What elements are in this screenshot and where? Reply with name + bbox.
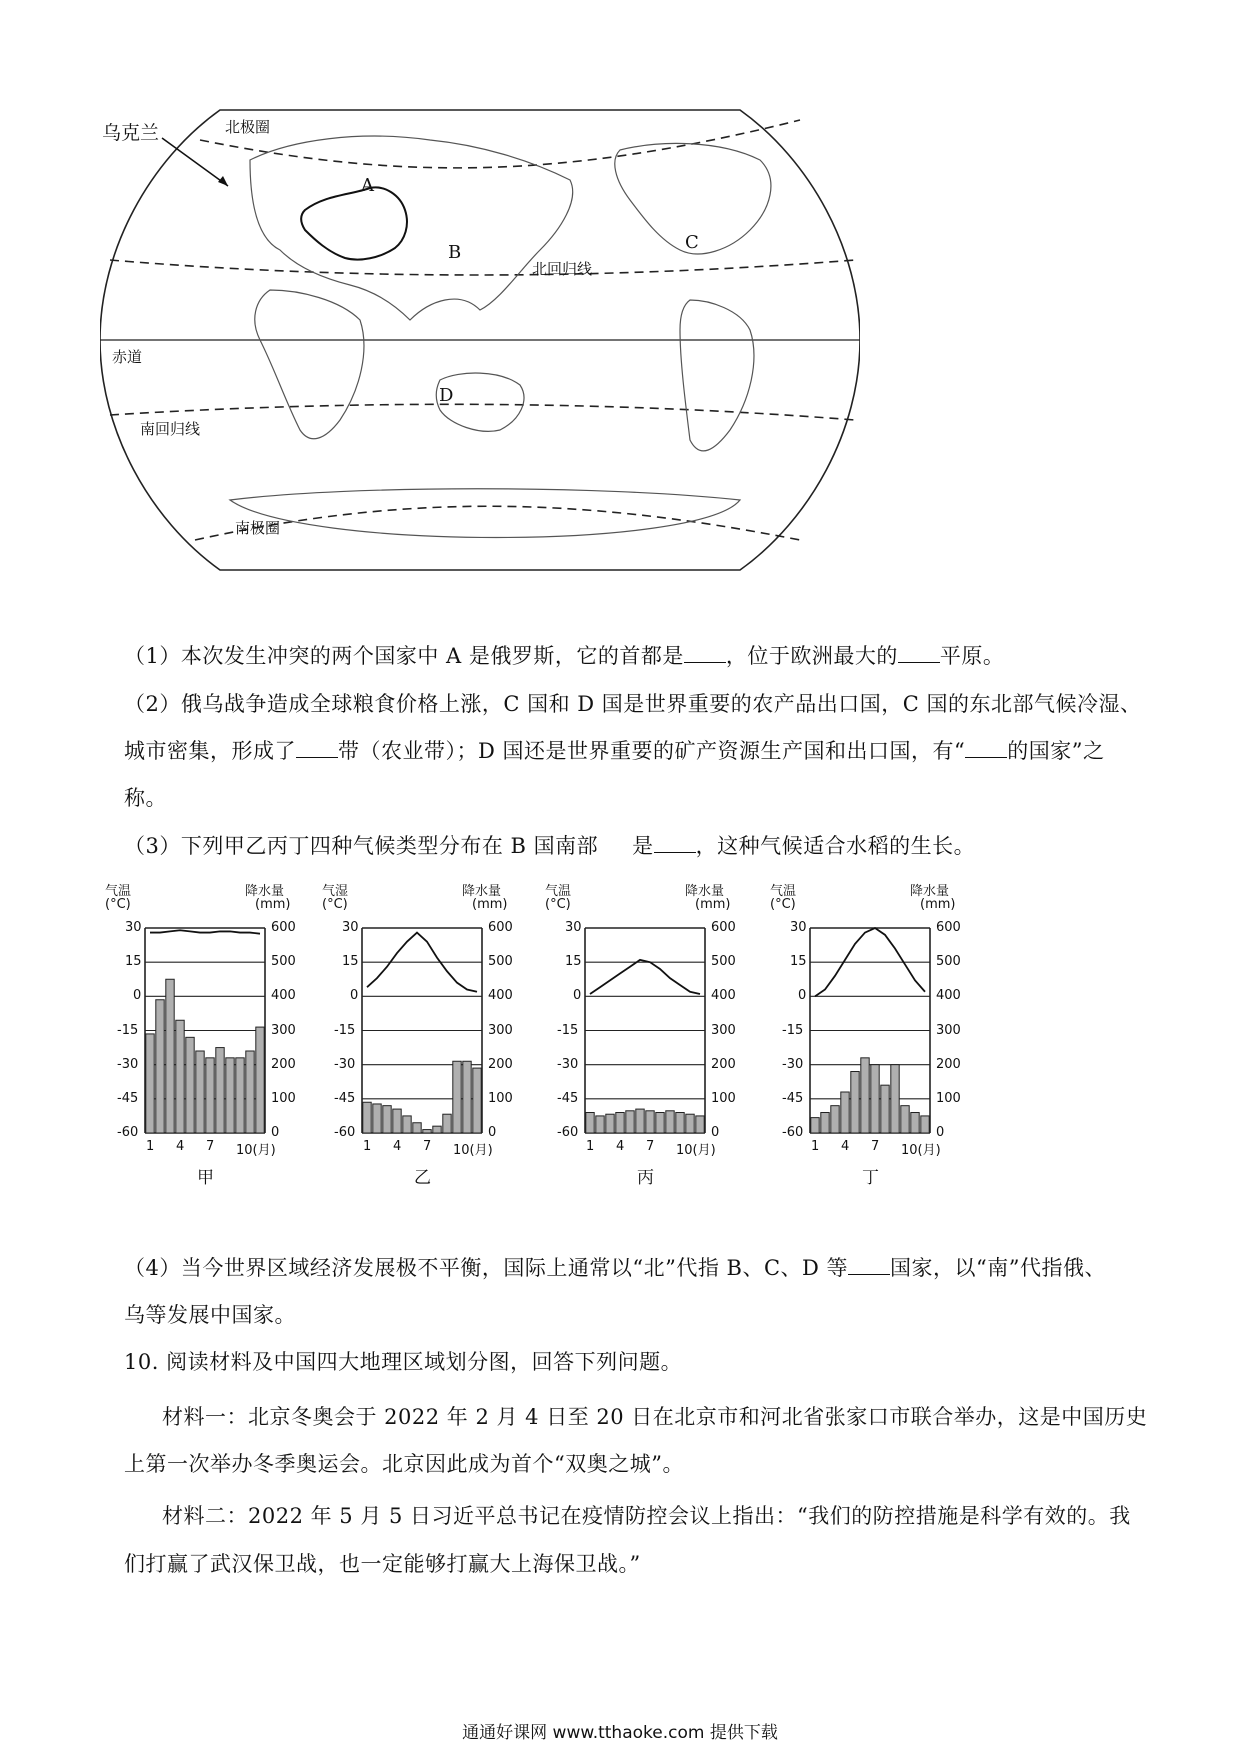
precip-tick-label: 0 xyxy=(711,1125,720,1140)
question-3: （3）下列甲乙丙丁四种气候类型分布在 B 国南部 是 ，这种气候适合水稻的生长。 xyxy=(124,834,976,858)
precip-bar xyxy=(206,1058,214,1133)
temp-axis-label: 气温 xyxy=(770,884,797,899)
precip-bar xyxy=(196,1051,204,1133)
month-tick-label: 7 xyxy=(206,1139,215,1154)
precip-tick-label: 500 xyxy=(936,954,961,970)
precip-bar xyxy=(871,1065,879,1133)
precip-bar xyxy=(901,1106,909,1133)
material-1-line-1: 材料一：北京冬奥会于 2022 年 2 月 4 日至 20 日在北京市和河北省张家口市联合举办，这是中国历史 xyxy=(162,1405,1148,1429)
temp-tick-label: 30 xyxy=(342,920,359,935)
precip-axis-unit: (mm) xyxy=(255,897,291,912)
precip-tick-label: 200 xyxy=(271,1056,296,1072)
precip-tick-label: 100 xyxy=(488,1090,513,1106)
precip-tick-label: 100 xyxy=(936,1090,961,1106)
temp-tick-label: 0 xyxy=(573,988,582,1004)
precip-axis-unit: (mm) xyxy=(695,897,731,912)
arctic-circle-label: 北极圈 xyxy=(225,118,271,136)
precip-tick-label: 400 xyxy=(488,988,513,1004)
precip-bar xyxy=(373,1104,381,1133)
answer-blank[interactable] xyxy=(898,644,940,663)
precip-bar xyxy=(586,1113,594,1134)
temp-tick-label: 0 xyxy=(350,988,359,1004)
precip-bar xyxy=(696,1116,704,1133)
precip-bar xyxy=(433,1126,441,1133)
temp-tick-label: 30 xyxy=(565,920,582,935)
temp-tick-label: -15 xyxy=(117,1022,139,1038)
month-tick-label: 10(月) xyxy=(453,1143,493,1158)
temp-tick-label: 30 xyxy=(125,920,142,935)
climate-chart-2 xyxy=(322,880,522,1200)
month-tick-label: 7 xyxy=(646,1139,655,1154)
precip-bar xyxy=(676,1113,684,1134)
answer-blank[interactable] xyxy=(684,644,726,663)
precip-bar xyxy=(841,1092,849,1133)
temp-tick-label: 30 xyxy=(790,920,807,935)
month-tick-label: 1 xyxy=(811,1139,820,1154)
temp-tick-label: -15 xyxy=(782,1022,804,1038)
temp-tick-label: 15 xyxy=(125,954,142,970)
temp-axis-label: 气温 xyxy=(105,884,132,899)
precip-bar xyxy=(423,1130,431,1133)
precip-bar xyxy=(186,1037,194,1133)
precip-axis-unit: (mm) xyxy=(920,897,956,912)
precip-tick-label: 0 xyxy=(271,1125,280,1140)
equator-label: 赤道 xyxy=(112,348,143,366)
precip-tick-label: 300 xyxy=(271,1022,296,1038)
world-map xyxy=(100,100,860,580)
precip-bar xyxy=(831,1106,839,1133)
material-2-line-1: 材料二：2022 年 5 月 5 日习近平总书记在疫情防控会议上指出：“我们的防控措施是科学有效的。我 xyxy=(162,1504,1131,1528)
month-tick-label: 4 xyxy=(176,1139,185,1154)
map-letter-c: C xyxy=(685,232,699,253)
material-2-line-2: 们打赢了武汉保卫战，也一定能够打赢大上海保卫战。” xyxy=(124,1552,641,1576)
climate-chart-name: 丙 xyxy=(637,1168,654,1188)
precip-bar xyxy=(236,1058,244,1133)
month-tick-label: 4 xyxy=(393,1139,402,1154)
precip-bar xyxy=(156,1000,164,1133)
month-tick-label: 4 xyxy=(616,1139,625,1154)
precip-tick-label: 400 xyxy=(936,988,961,1004)
precip-bar xyxy=(226,1058,234,1133)
precip-tick-label: 300 xyxy=(488,1022,513,1038)
precip-bar xyxy=(891,1065,899,1133)
temp-axis-unit: (°C) xyxy=(322,897,348,912)
precip-bar xyxy=(403,1116,411,1133)
month-tick-label: 10(月) xyxy=(901,1143,941,1158)
precip-bar xyxy=(616,1113,624,1134)
month-tick-label: 7 xyxy=(423,1139,432,1154)
climate-chart-4 xyxy=(770,880,970,1200)
temp-axis-unit: (°C) xyxy=(105,897,131,912)
month-tick-label: 1 xyxy=(363,1139,372,1154)
precip-bar xyxy=(256,1027,264,1133)
precip-bar xyxy=(176,1020,184,1133)
temp-tick-label: -30 xyxy=(334,1056,356,1072)
precip-axis-label: 降水量 xyxy=(685,884,725,899)
temp-axis-unit: (°C) xyxy=(770,897,796,912)
answer-blank[interactable] xyxy=(965,739,1007,758)
temp-tick-label: -60 xyxy=(557,1125,579,1140)
ukraine-label: 乌克兰 xyxy=(102,122,160,144)
precip-bar xyxy=(596,1116,604,1133)
precip-tick-label: 400 xyxy=(711,988,736,1004)
page-footer: 通通好课网 www.tthaoke.com 提供下载 xyxy=(462,1723,778,1743)
tropic-of-capricorn-label: 南回归线 xyxy=(140,420,201,438)
month-tick-label: 7 xyxy=(871,1139,880,1154)
temp-tick-label: -45 xyxy=(557,1090,579,1106)
precip-tick-label: 300 xyxy=(936,1022,961,1038)
precip-bar xyxy=(636,1109,644,1133)
temp-tick-label: 15 xyxy=(565,954,582,970)
precip-bar xyxy=(881,1085,889,1133)
precip-tick-label: 200 xyxy=(936,1056,961,1072)
precip-axis-label: 降水量 xyxy=(910,884,950,899)
answer-blank[interactable] xyxy=(654,834,696,853)
temp-tick-label: -45 xyxy=(117,1090,139,1106)
temp-tick-label: -30 xyxy=(557,1056,579,1072)
question-10-title: 10. 阅读材料及中国四大地理区域划分图，回答下列问题。 xyxy=(124,1350,683,1374)
antarctic-circle-label: 南极圈 xyxy=(235,519,281,537)
month-tick-label: 1 xyxy=(146,1139,155,1154)
precip-tick-label: 600 xyxy=(488,920,513,935)
map-letter-d: D xyxy=(439,385,454,406)
precip-bar xyxy=(363,1102,371,1133)
climate-chart-name: 丁 xyxy=(862,1168,879,1188)
precip-tick-label: 100 xyxy=(711,1090,736,1106)
climate-chart-name: 乙 xyxy=(414,1168,431,1188)
question-2-line-1: （2）俄乌战争造成全球粮食价格上涨，C 国和 D 国是世界重要的农产品出口国，C 国的东北部气候冷湿、 xyxy=(124,692,1142,716)
precip-tick-label: 0 xyxy=(488,1125,497,1140)
precip-bar xyxy=(216,1048,224,1133)
temp-tick-label: -15 xyxy=(334,1022,356,1038)
map-letter-a: A xyxy=(361,175,374,196)
precip-bar xyxy=(851,1072,859,1134)
precip-bar xyxy=(393,1109,401,1133)
precip-bar xyxy=(383,1106,391,1133)
precip-tick-label: 200 xyxy=(711,1056,736,1072)
precip-tick-label: 500 xyxy=(488,954,513,970)
question-1: （1）本次发生冲突的两个国家中 A 是俄罗斯，它的首都是 ，位于欧洲最大的 平原。 xyxy=(124,644,1005,668)
precip-axis-label: 降水量 xyxy=(245,884,285,899)
precip-bar xyxy=(686,1114,694,1133)
question-4-line-1: （4）当今世界区域经济发展极不平衡，国际上通常以“北”代指 B、C、D 等 国家，以“南”代指俄、 xyxy=(124,1256,1107,1280)
precip-bar xyxy=(246,1051,254,1133)
climate-chart-1 xyxy=(105,880,305,1200)
temp-axis-label: 气湿 xyxy=(322,884,349,899)
question-4-line-2: 乌等发展中国家。 xyxy=(124,1303,296,1327)
map-letter-b: B xyxy=(448,242,462,263)
precip-tick-label: 500 xyxy=(711,954,736,970)
precip-bar xyxy=(811,1118,819,1133)
precip-bar xyxy=(606,1114,614,1133)
precip-bar xyxy=(921,1116,929,1133)
precip-bar xyxy=(646,1111,654,1133)
precip-bar xyxy=(473,1068,481,1133)
precip-tick-label: 600 xyxy=(936,920,961,935)
temp-tick-label: -60 xyxy=(334,1125,356,1140)
precip-tick-label: 400 xyxy=(271,988,296,1004)
answer-blank[interactable] xyxy=(296,739,338,758)
climate-chart-name: 甲 xyxy=(197,1168,214,1188)
precip-bar xyxy=(821,1113,829,1134)
temp-tick-label: 0 xyxy=(133,988,142,1004)
temp-tick-label: -45 xyxy=(782,1090,804,1106)
climate-chart-3 xyxy=(545,880,745,1200)
answer-blank[interactable] xyxy=(848,1256,890,1275)
month-tick-label: 10(月) xyxy=(236,1143,276,1158)
precip-bar xyxy=(146,1034,154,1133)
temp-axis-unit: (°C) xyxy=(545,897,571,912)
temperature-line xyxy=(150,930,260,933)
temp-tick-label: -60 xyxy=(782,1125,804,1140)
precip-bar xyxy=(413,1123,421,1133)
temp-tick-label: -45 xyxy=(334,1090,356,1106)
month-tick-label: 1 xyxy=(586,1139,595,1154)
material-1-line-2: 上第一次举办冬季奥运会。北京因此成为首个“双奥之城”。 xyxy=(124,1452,684,1476)
precip-bar xyxy=(666,1111,674,1133)
temperature-line xyxy=(590,960,700,994)
precip-axis-unit: (mm) xyxy=(472,897,508,912)
precip-bar xyxy=(453,1061,461,1133)
tropic-of-cancer-label: 北回归线 xyxy=(532,260,593,278)
temp-tick-label: -15 xyxy=(557,1022,579,1038)
precip-bar xyxy=(463,1061,471,1133)
precip-bar xyxy=(656,1113,664,1134)
temp-tick-label: 0 xyxy=(798,988,807,1004)
question-2-line-2: 城市密集，形成了 带（农业带）；D 国还是世界重要的矿产资源生产国和出口国，有“ 的国家”之 xyxy=(124,739,1105,763)
question-2-line-3: 称。 xyxy=(124,786,167,810)
precip-bar xyxy=(911,1113,919,1134)
precip-tick-label: 300 xyxy=(711,1022,736,1038)
precip-tick-label: 0 xyxy=(936,1125,945,1140)
precip-tick-label: 500 xyxy=(271,954,296,970)
precip-tick-label: 100 xyxy=(271,1090,296,1106)
precip-axis-label: 降水量 xyxy=(462,884,502,899)
precip-tick-label: 200 xyxy=(488,1056,513,1072)
month-tick-label: 4 xyxy=(841,1139,850,1154)
temp-axis-label: 气温 xyxy=(545,884,572,899)
precip-bar xyxy=(861,1058,869,1133)
precip-tick-label: 600 xyxy=(271,920,296,935)
precip-bar xyxy=(626,1111,634,1133)
temp-tick-label: -60 xyxy=(117,1125,139,1140)
month-tick-label: 10(月) xyxy=(676,1143,716,1158)
precip-bar xyxy=(166,979,174,1133)
temp-tick-label: -30 xyxy=(782,1056,804,1072)
precip-bar xyxy=(443,1114,451,1133)
temp-tick-label: -30 xyxy=(117,1056,139,1072)
temp-tick-label: 15 xyxy=(342,954,359,970)
temp-tick-label: 15 xyxy=(790,954,807,970)
precip-tick-label: 600 xyxy=(711,920,736,935)
